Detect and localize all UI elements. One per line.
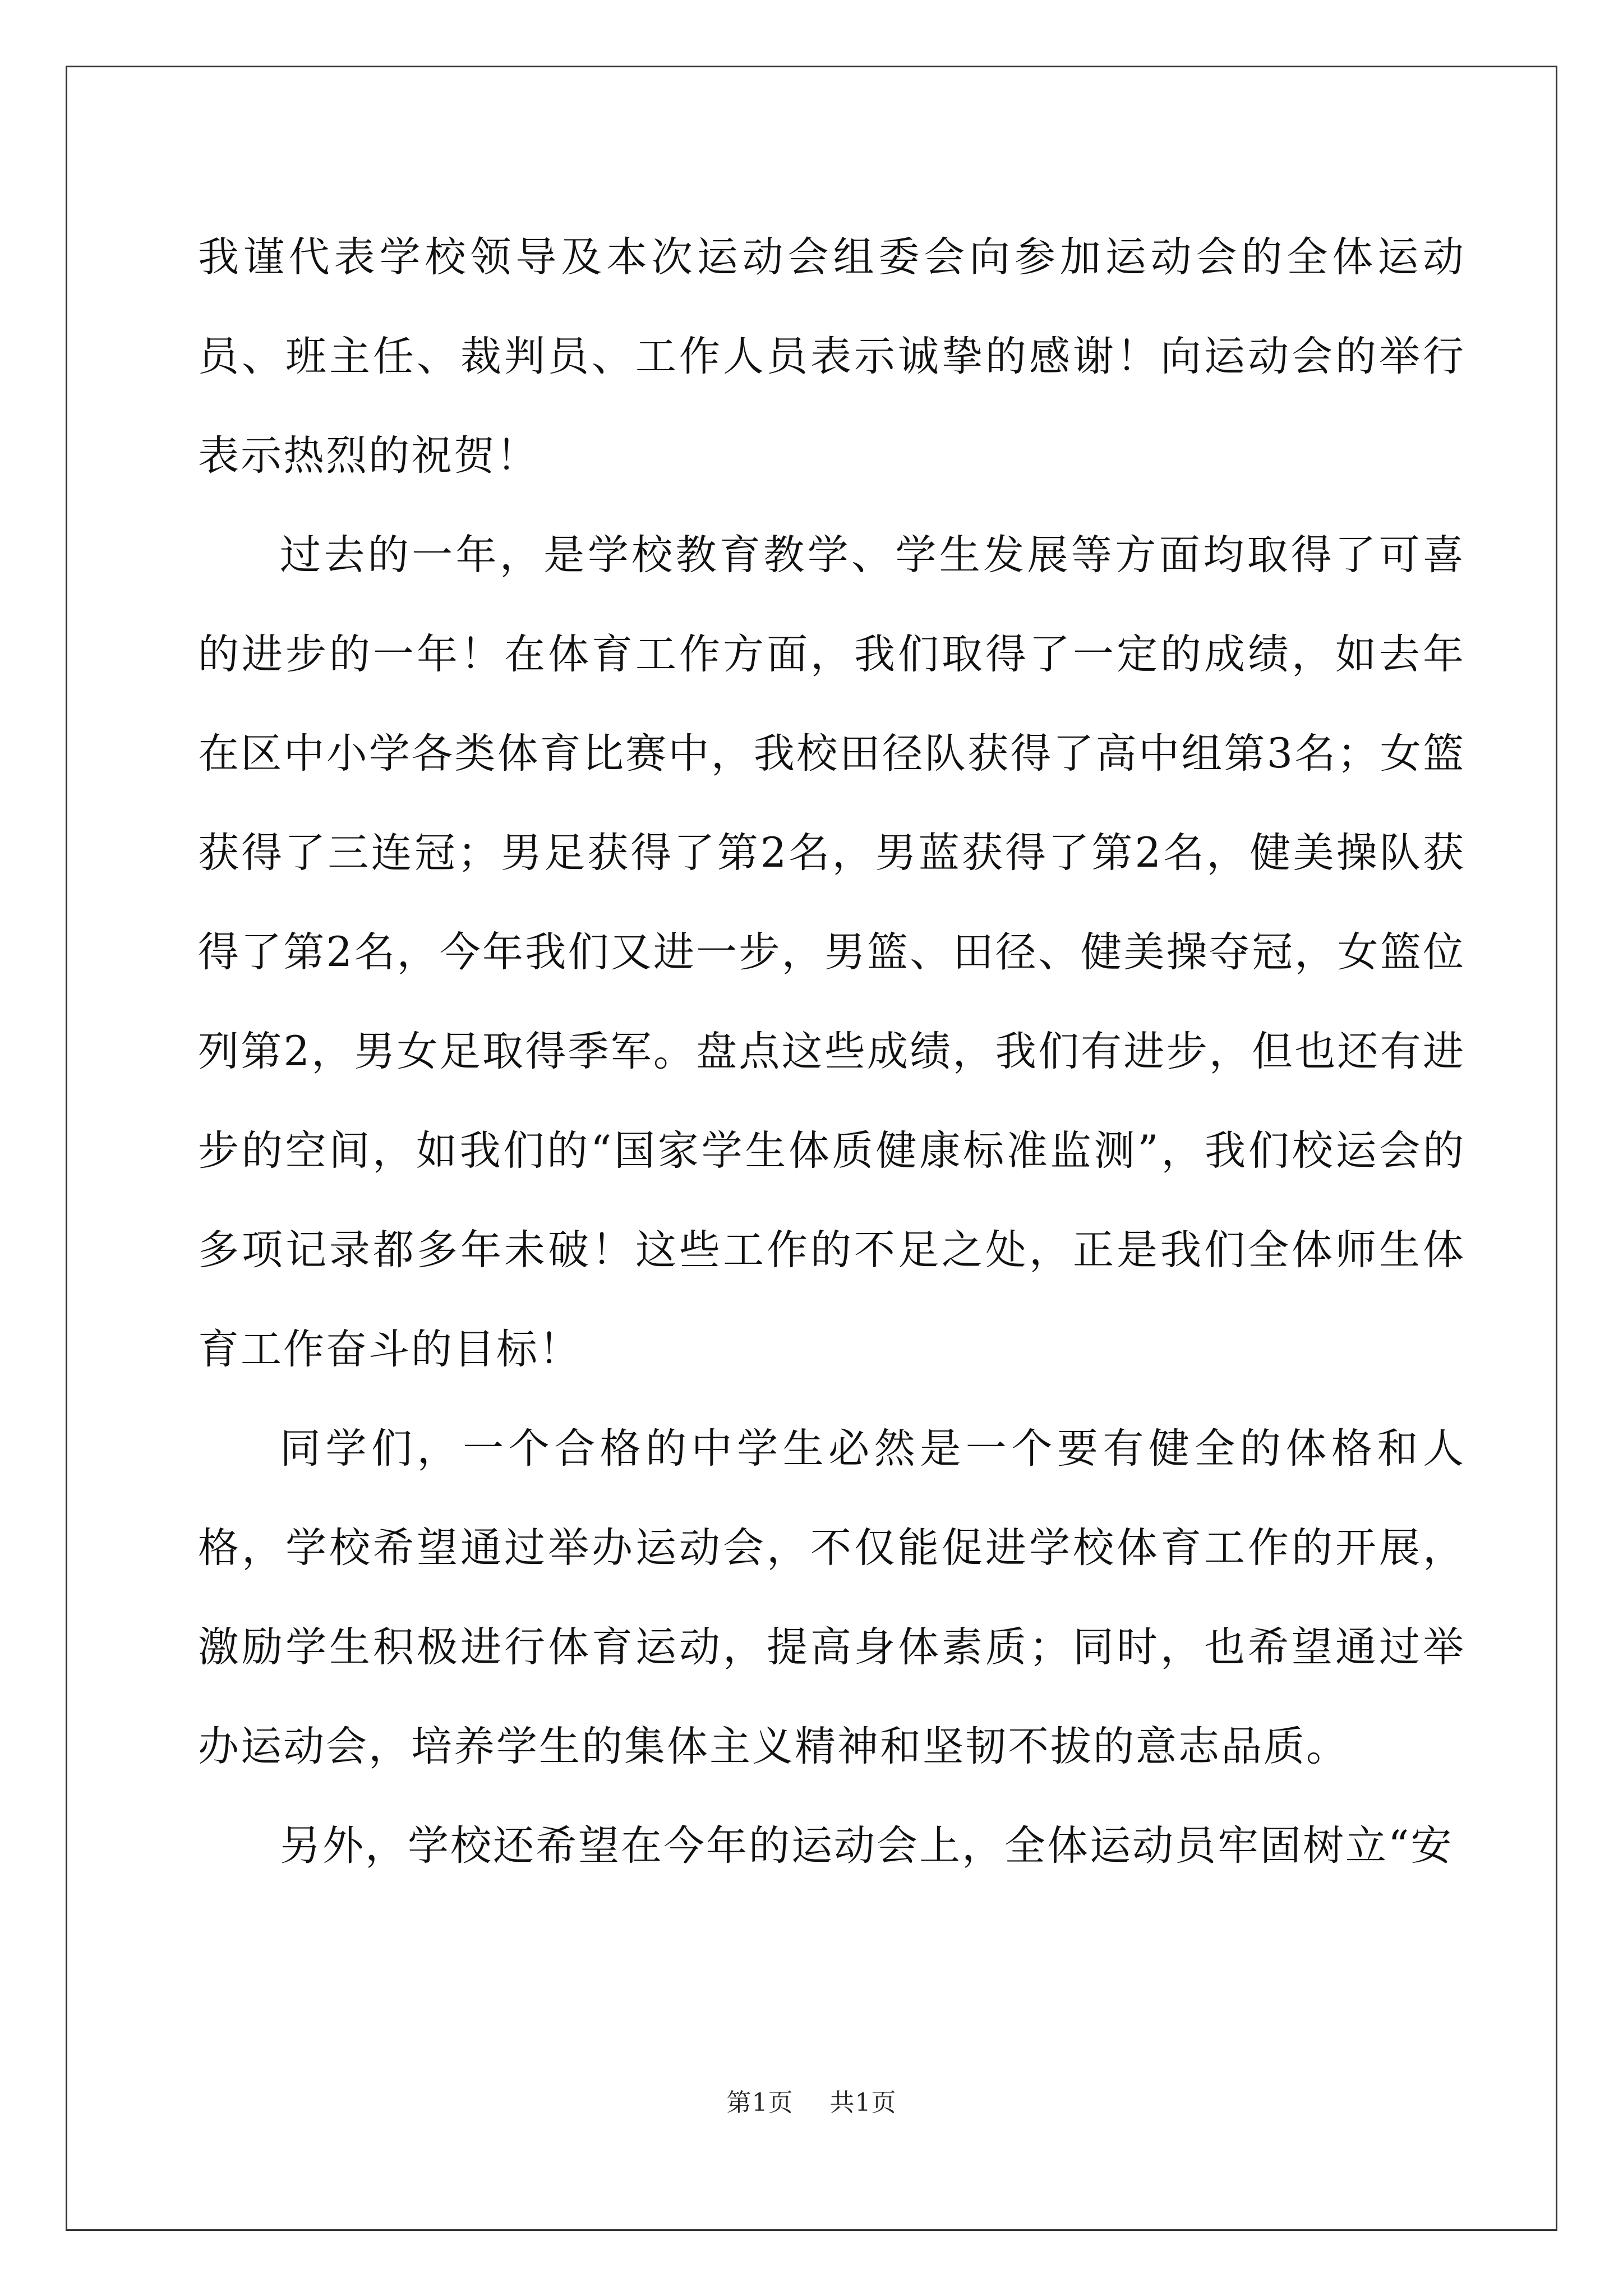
- page-number: 第1页: [726, 2088, 794, 2117]
- paragraph-hopes: 同学们，一个合格的中学生必然是一个要有健全的体格和人格，学校希望通过举办运动会，不仅能促进学校体育工作的开展，激励学生积极进行体育运动，提高身体素质；同时，也希望通过举办运动会，培养学生的集体主义精神和坚韧不拔的意志品质。: [198, 1425, 1465, 1770]
- page-total: 共1页: [829, 2088, 897, 2117]
- paragraph-achievements: 过去的一年，是学校教育教学、学生发展等方面均取得了可喜的进步的一年！在体育工作方面，我们取得了一定的成绩，如去年在区中小学各类体育比赛中，我校田径队获得了高中组第3名；女篮获得了三连冠；男足获得了第2名，男蓝获得了第2名，健美操队获得了第2名，今年我们又进一步，男篮、田径、健美操夺冠，女篮位列第2，男女足取得季军。盘点这些成绩，我们有进步，但也还有进步的空间，如我们的“国家学生体质健康标准监测”，我们校运会的多项记录都多年未破！这些工作的不足之处，正是我们全体师生体育工作奋斗的目标！: [198, 531, 1465, 1373]
- paragraph-thanks: 我谨代表学校领导及本次运动会组委会向参加运动会的全体运动员、班主任、裁判员、工作人员表示诚挚的感谢！向运动会的举行表示热烈的祝贺！: [198, 233, 1465, 480]
- paragraph-additional: 另外，学校还希望在今年的运动会上，全体运动员牢固树立“安: [280, 1822, 1454, 1870]
- document-body: [198, 208, 1465, 1895]
- page-footer: [0, 2082, 1623, 2118]
